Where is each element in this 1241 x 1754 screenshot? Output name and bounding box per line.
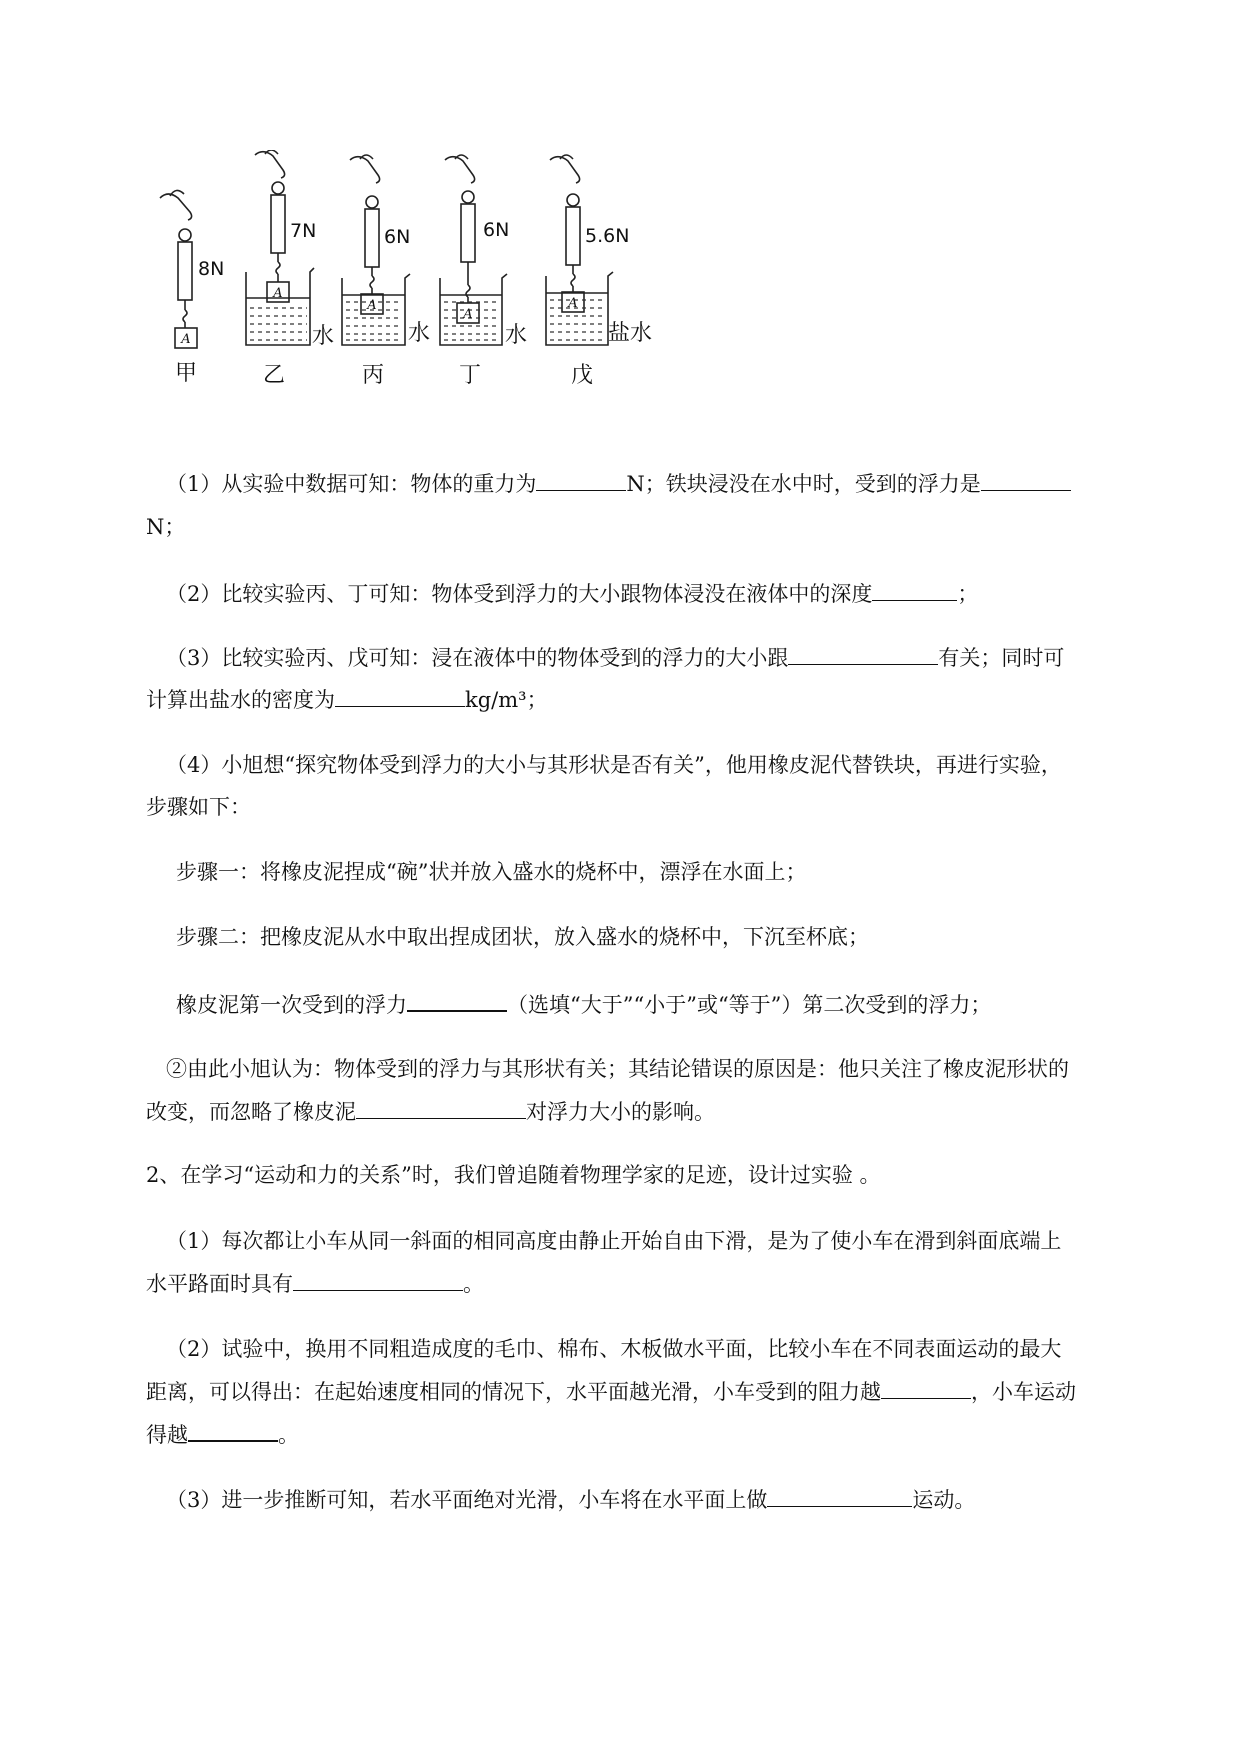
reading-bing: 6N xyxy=(384,226,411,248)
scale-jia xyxy=(160,190,197,348)
q1-part1-line2 xyxy=(146,512,185,542)
block-a-ding: A xyxy=(463,307,473,322)
answer-blank[interactable] xyxy=(335,684,465,707)
liquid-ding: 水 xyxy=(505,323,528,348)
liquid-wu: 盐水 xyxy=(608,321,653,346)
q2-part1-line1 xyxy=(166,1226,1061,1256)
scale-ding xyxy=(440,155,510,345)
q1-p3-text-c: 计算出盐水的密度为 xyxy=(146,688,335,712)
reading-wu: 5.6N xyxy=(585,225,630,247)
reading-jia: 8N xyxy=(198,258,225,280)
q2-p3-text-b: 运动。 xyxy=(912,1488,976,1512)
q1-p6-text-a: ②由此小旭认为：物体受到的浮力与其形状有关；其结论错误的原因是：他只关注了橡皮泥形状的 xyxy=(166,1057,1069,1081)
label-jia: 甲 xyxy=(174,361,198,386)
answer-blank[interactable] xyxy=(536,468,626,491)
q1-part6-line2 xyxy=(146,1096,715,1127)
q1-p1-text-c: N； xyxy=(146,515,186,539)
q2-p3-text-a: （3）进一步推断可知，若水平面绝对光滑，小车将在水平面上做 xyxy=(166,1488,768,1512)
q1-part4-line1 xyxy=(166,750,1062,780)
q1-p6-text-c: 对浮力大小的影响。 xyxy=(526,1100,715,1124)
q1-p3-text-a: （3）比较实验丙、戊可知：浸在液体中的物体受到的浮力的大小跟 xyxy=(166,646,789,670)
answer-blank[interactable] xyxy=(872,578,957,601)
block-a-bing: A xyxy=(367,298,377,313)
liquid-yi: 水 xyxy=(312,324,335,349)
q1-part1-line1 xyxy=(166,468,1071,499)
block-a-yi: A xyxy=(273,286,283,301)
q1-p5-text-b: （选填“大于”“小于”或“等于”）第二次受到的浮力； xyxy=(507,993,992,1017)
q2-p2-text-c: ，小车运动 xyxy=(971,1380,1076,1404)
q2-p2-text-d: 得越 xyxy=(146,1423,188,1447)
q1-part2 xyxy=(166,578,978,609)
reading-yi: 7N xyxy=(290,220,317,242)
label-bing: 丙 xyxy=(361,363,385,388)
q1-step1-text: 步骤一：将橡皮泥捏成“碗”状并放入盛水的烧杯中，漂浮在水面上； xyxy=(176,860,807,884)
q1-part3-line2 xyxy=(146,684,548,715)
q1-part4-line2 xyxy=(146,792,251,822)
answer-blank[interactable] xyxy=(767,1484,912,1507)
q1-part3-line1 xyxy=(166,642,1064,673)
q1-step1 xyxy=(176,857,806,887)
q2-p2-text-e: 。 xyxy=(278,1423,299,1447)
q2-p1-text-a: （1）每次都让小车从同一斜面的相同高度由静止开始自由下滑，是为了使小车在滑到斜面底端上 xyxy=(166,1229,1062,1253)
q1-part6-line1 xyxy=(166,1054,1069,1084)
q1-step2 xyxy=(176,922,869,952)
scale-bing xyxy=(342,155,410,345)
answer-blank[interactable] xyxy=(881,1376,971,1399)
q2-part2-line3 xyxy=(146,1418,299,1450)
scale-yi xyxy=(246,150,317,345)
answer-blank[interactable] xyxy=(407,988,507,1012)
answer-blank[interactable] xyxy=(188,1418,278,1442)
q1-part5 xyxy=(176,988,991,1020)
q2-part2-line2 xyxy=(146,1376,1076,1407)
label-ding: 丁 xyxy=(458,363,482,388)
q1-p1-text-a: （1）从实验中数据可知：物体的重力为 xyxy=(166,472,537,496)
q1-step2-text: 步骤二：把橡皮泥从水中取出捏成团状，放入盛水的烧杯中，下沉至杯底； xyxy=(176,925,869,949)
block-a-wu: A xyxy=(568,296,578,311)
label-wu: 戊 xyxy=(570,363,594,388)
q1-p2-text-a: （2）比较实验丙、丁可知：物体受到浮力的大小跟物体浸没在液体中的深度 xyxy=(166,582,873,606)
q2-p1-text-b: 水平路面时具有 xyxy=(146,1272,293,1296)
answer-blank[interactable] xyxy=(788,642,938,665)
q2-part3 xyxy=(166,1484,975,1515)
scale-wu xyxy=(546,155,613,345)
q2-p1-text-c: 。 xyxy=(463,1272,484,1296)
q2-title xyxy=(146,1160,881,1190)
q1-p4-text-a: （4）小旭想“探究物体受到浮力的大小与其形状是否有关”，他用橡皮泥代替铁块，再进行实验， xyxy=(166,753,1062,777)
q1-p5-text-a: 橡皮泥第一次受到的浮力 xyxy=(176,993,407,1017)
q1-p1-text-b: N；铁块浸没在水中时，受到的浮力是 xyxy=(626,472,981,496)
q1-p3-text-d: kg/m³； xyxy=(465,688,548,712)
q1-p6-text-b: 改变，而忽略了橡皮泥 xyxy=(146,1100,356,1124)
answer-blank[interactable] xyxy=(293,1268,463,1291)
q2-p2-text-b: 距离，可以得出：在起始速度相同的情况下，水平面越光滑，小车受到的阻力越 xyxy=(146,1380,881,1404)
q2-part2-line1 xyxy=(166,1334,1061,1364)
liquid-bing: 水 xyxy=(408,321,431,346)
q2-p2-text-a: （2）试验中，换用不同粗造成度的毛巾、棉布、木板做水平面，比较小车在不同表面运动的最大 xyxy=(166,1337,1062,1361)
block-a-jia: A xyxy=(181,332,191,347)
reading-ding: 6N xyxy=(483,219,510,241)
q2-title-text: 2、在学习“运动和力的关系”时，我们曾追随着物理学家的足迹，设计过实验 。 xyxy=(146,1163,881,1187)
answer-blank[interactable] xyxy=(356,1096,526,1119)
q1-p3-text-b: 有关；同时可 xyxy=(938,646,1065,670)
q2-part1-line2 xyxy=(146,1268,484,1299)
q1-p2-text-b: ； xyxy=(957,582,979,606)
label-yi: 乙 xyxy=(262,363,286,388)
answer-blank[interactable] xyxy=(981,468,1071,491)
q1-p4-text-b: 步骤如下： xyxy=(146,795,251,819)
experiment-figure xyxy=(150,150,750,440)
